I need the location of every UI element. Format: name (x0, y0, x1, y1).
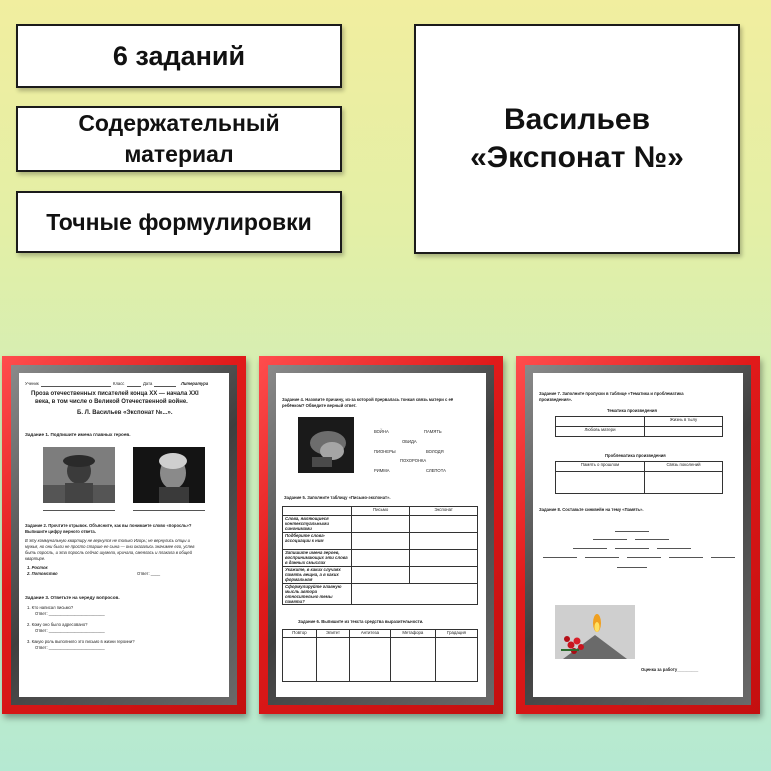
problems-title: Проблематика произведения (605, 453, 666, 458)
eternal-flame-photo (555, 605, 635, 659)
table5-header-exhibit: Экспонат (410, 507, 478, 516)
task8-text: Задание 8. Составьте синквейн на тему «Память». (539, 507, 644, 512)
themes-title: Тематика произведения (607, 408, 657, 413)
task4-line-1: Задание 4. Назовите причину, из-за которой прервалась тонкая связь матери с её (282, 397, 454, 402)
content-box (16, 106, 342, 172)
question-2-answer: Ответ: ________________________ (35, 628, 105, 633)
table6-header-antithesis: Антитеза (350, 630, 391, 638)
worksheet-frame-2 (259, 356, 503, 714)
word-rimma: РИММА (374, 468, 390, 473)
wording-box (16, 191, 342, 253)
themes-cell: Жизнь в тылу (645, 417, 723, 427)
excerpt-line-2: мужья, но они были не просто старше ее сына — они оказались значимее его, успев (25, 544, 195, 549)
expressive-means-table (282, 629, 478, 682)
task6-text: Задание 6. Выпишите из текста средства выразительности. (298, 619, 424, 624)
table6-header-metaphor: Метафора (390, 630, 435, 638)
question-1: 1. Кто написал письмо? (27, 605, 74, 610)
problems-cell: Память о прошлом (556, 462, 645, 472)
table5-row-label: Сформулируйте главную мысль автора относительно темы памяти? (283, 584, 352, 605)
word-pionery: ПИОНЕРЫ (374, 449, 396, 454)
frame-mat (268, 365, 494, 705)
task7-line-2: произведения». (539, 397, 573, 402)
header-student: Ученик (25, 381, 39, 386)
title-author: Васильев (503, 103, 651, 136)
question-2: 2. Кому оно было адресовано? (27, 622, 88, 627)
task3-text: Задание 3. Ответьте на череду вопросов. (25, 595, 120, 600)
task1-text: Задание 1. Подпишите имена главных героев. (25, 432, 131, 437)
grade-label: Оценка за работу_________ (641, 667, 699, 672)
table5-row-label: Укажите, в каких случаях память вещна, а в каких формальная (283, 567, 352, 584)
question-3-answer: Ответ: ________________________ (35, 645, 105, 650)
title-work: «Экспонат №» (470, 141, 684, 174)
table5-header-blank (283, 507, 352, 516)
question-1-answer: Ответ: ________________________ (35, 611, 105, 616)
excerpt-line-3: быть поросль, и эта поросль сейчас шумела, кричала, смеялась и плакала в общей (25, 550, 192, 555)
mother-photo (133, 447, 205, 503)
table6-header-gradation: Градация (436, 630, 478, 638)
frame-mat (11, 365, 237, 705)
task5-text: Задание 5. Заполните таблицу «Письмо-экспонат». (284, 495, 391, 500)
table5-row-label: Запишите имена героев, воспринимающих эти слова в данных смыслах (283, 550, 352, 567)
soldier-photo (43, 447, 115, 503)
task7-line-1: Задание 7. Заполните пропуски в таблице «Тематика и проблематика (539, 391, 684, 396)
question-3: 3. Какую роль выполнило это письмо в жизни героини? (27, 639, 135, 644)
excerpt-line-4: квартире. (25, 556, 46, 561)
word-volodya: ВОЛОДЯ (426, 449, 444, 454)
content-line-2: материал (124, 141, 234, 167)
option-1: 1. Росток (27, 565, 48, 570)
tasks-count-text: 6 заданий (112, 40, 246, 71)
word-obida: ОБИДА (402, 439, 417, 444)
word-voyna: ВОЙНА (374, 429, 389, 434)
header-class: Класс (113, 381, 125, 386)
answer-label: Ответ: ____ (137, 571, 161, 576)
frame-mat (525, 365, 751, 705)
content-line-1: Содержательный (78, 110, 280, 136)
wording-text: Точные формулировки (46, 208, 312, 235)
task2-line-2: Выпишите цифру верного ответа. (25, 529, 96, 534)
table5-header-letter: Письмо (352, 507, 410, 516)
worksheet-frame-3 (516, 356, 760, 714)
worksheet-frame-1 (2, 356, 246, 714)
task4-line-2: ребёнком? Обведите верный ответ. (282, 403, 357, 408)
problems-table (555, 461, 723, 494)
tasks-count-box (16, 24, 342, 88)
worksheet-page-1 (19, 373, 229, 697)
title-box (414, 24, 740, 254)
table5-row-label: Слова, являющиеся контекстуальными синонимами (283, 516, 352, 533)
themes-cell: Любовь матери (556, 427, 645, 437)
letter-photo (298, 417, 354, 473)
word-pamyat: ПАМЯТЬ (424, 429, 442, 434)
table5-row-label: Подберите слова-ассоциации к ним (283, 533, 352, 550)
header-subject: Литература (181, 381, 209, 386)
problems-cell: Связь поколений (645, 462, 723, 472)
letter-exhibit-table (282, 506, 478, 605)
option-2: 2. Потомство (27, 571, 58, 576)
header-date: Дата (143, 381, 153, 386)
sheet1-subtitle: Б. Л. Васильев «Экспонат №...». (77, 410, 173, 416)
table6-header-repeat: Повтор (283, 630, 317, 638)
sheet1-title-1: Проза отечественных писателей конца XX — начала XXI (31, 391, 199, 397)
table6-header-epithet: Эпитет (316, 630, 349, 638)
word-pokhoronka: ПОХОРОНКА (400, 458, 427, 463)
worksheet-page-2 (276, 373, 486, 697)
worksheet-page-3 (533, 373, 743, 697)
excerpt-line-1: В эту коммунальную квартиру не вернулся не только Игорь; не вернулись отцы и (25, 538, 190, 543)
word-slepota: СЛЕПОТА (426, 468, 446, 473)
sheet1-title-2: века, в том числе о Великой Отечественной войне. (35, 399, 188, 405)
themes-table (555, 416, 723, 437)
task2-line-1: Задание 2. Прочтите отрывок. Объясните, как вы понимаете слово «поросль»? (25, 523, 192, 528)
